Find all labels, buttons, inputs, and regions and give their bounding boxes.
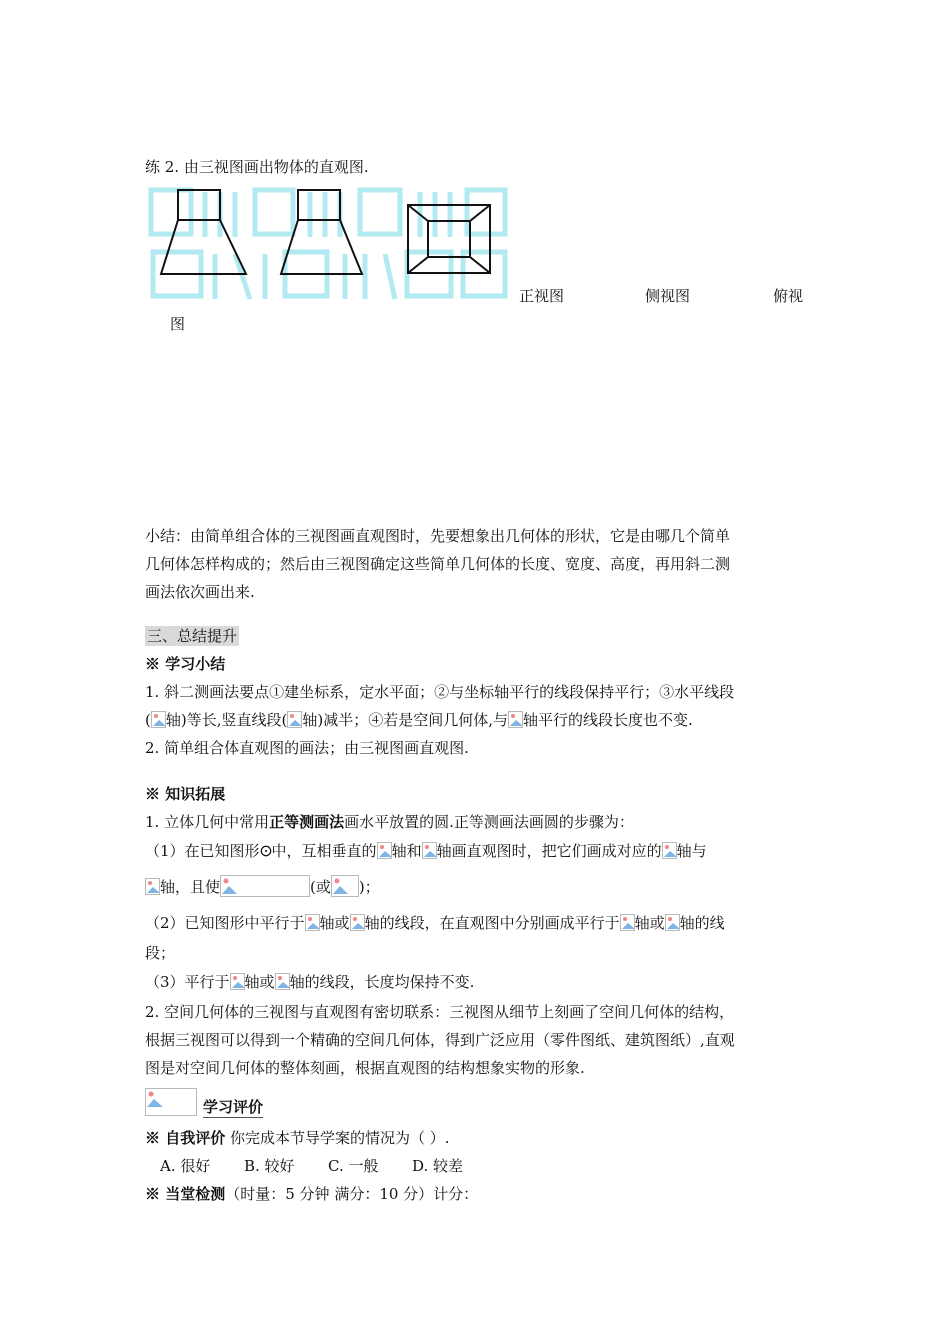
text-fragment: 轴的线段，长度均保持不变.	[289, 973, 475, 991]
text-fragment: 轴或	[244, 973, 275, 991]
evaluation-heading: 学习评价	[203, 1098, 264, 1116]
side-view-figure	[278, 188, 370, 278]
text-fragment: 轴的线段，在直观图中分别画成平行于	[364, 914, 620, 932]
text-fragment: )；	[358, 878, 380, 896]
circle-o-icon	[260, 845, 272, 857]
section-heading: 三、总结提升	[147, 627, 238, 645]
class-test-text: （时量：5 分钟 满分：10 分）计分：	[225, 1185, 479, 1203]
text-fragment: （2）已知图形中平行于	[145, 914, 305, 932]
top-view-label-part1: 俯视	[773, 287, 804, 305]
extension-step-1-line-2	[145, 875, 380, 897]
study-summary-point-2: 2. 简单组合体直观图的画法；由三视图画直观图.	[145, 739, 469, 757]
top-view-figure	[406, 203, 492, 277]
exercise-title: 练 2. 由三视图画出物体的直观图.	[145, 158, 369, 176]
text-fragment: 轴)等长,竖直线段(	[165, 711, 288, 729]
extension-point-2-line-3: 图是对空间几何体的整体刻画，根据直观图的结构想象实物的形象.	[145, 1059, 585, 1077]
extension-point-2-line-1: 2. 空间几何体的三视图与直观图有密切联系：三视图从细节上刻画了空间几何体的结构，	[145, 1003, 735, 1021]
text-fragment: 轴或	[319, 914, 350, 932]
broken-image-icon	[145, 878, 160, 895]
study-summary-point-1-line-1: 1. 斜二测画法要点①建坐标系，定水平面；②与坐标轴平行的线段保持平行；③水平线段	[145, 683, 735, 701]
self-evaluation-label: ※ 自我评价	[145, 1129, 226, 1147]
option-d: D. 较差	[412, 1157, 464, 1175]
summary-line-3: 画法依次画出来.	[145, 583, 255, 601]
text-fragment: 中，互相垂直的	[271, 842, 377, 860]
text-fragment: 1. 立体几何中常用	[145, 813, 270, 831]
text-fragment: 画水平放置的圆.正等测画法画圆的步骤为：	[344, 813, 634, 831]
text-fragment: （1）在已知图形	[145, 842, 260, 860]
broken-image-icon	[508, 711, 523, 728]
option-b: B. 较好	[244, 1157, 295, 1175]
study-summary-point-1-line-2	[145, 710, 693, 730]
option-c: C. 一般	[328, 1157, 379, 1175]
extension-point-1	[145, 812, 634, 832]
extension-step-3	[145, 972, 474, 992]
front-view-label: 正视图	[519, 287, 565, 305]
broken-image-icon	[422, 842, 437, 859]
option-a: A. 很好	[160, 1157, 211, 1175]
text-fragment: （3）平行于	[145, 973, 230, 991]
broken-image-icon	[275, 973, 290, 990]
self-evaluation-options	[160, 1156, 496, 1176]
broken-image-icon	[220, 875, 310, 897]
extension-step-2-line-2: 段；	[145, 944, 176, 962]
broken-image-icon	[662, 842, 677, 859]
front-view-figure	[158, 188, 250, 278]
broken-image-icon	[151, 711, 166, 728]
text-fragment: 轴的线	[679, 914, 725, 932]
self-evaluation-line	[145, 1128, 450, 1148]
text-fragment: 轴画直观图时，把它们画成对应的	[436, 842, 662, 860]
summary-line-2: 几何体怎样构成的；然后由三视图确定这些简单几何体的长度、宽度、高度，再用斜二测	[145, 555, 731, 573]
extension-heading: ※ 知识拓展	[145, 785, 226, 803]
evaluation-heading-row	[145, 1088, 263, 1117]
side-view-label: 侧视图	[645, 287, 691, 305]
broken-image-icon	[350, 914, 365, 931]
broken-image-icon	[145, 1088, 197, 1116]
class-test-line	[145, 1184, 478, 1204]
text-fragment: 轴和	[391, 842, 422, 860]
broken-image-icon	[230, 973, 245, 990]
study-summary-heading: ※ 学习小结	[145, 655, 226, 673]
text-fragment: 轴平行的线段长度也不变.	[522, 711, 693, 729]
text-fragment: (或	[310, 878, 331, 896]
class-test-label: ※ 当堂检测	[145, 1185, 226, 1203]
text-fragment: 轴或	[634, 914, 665, 932]
text-fragment: 轴，且使	[160, 878, 221, 896]
summary-line-1: 小结：由简单组合体的三视图画直观图时，先要想象出几何体的形状，它是由哪几个简单	[145, 527, 731, 545]
broken-image-icon	[331, 875, 359, 897]
text-fragment: (	[145, 711, 151, 729]
extension-step-2-line-1	[145, 913, 725, 933]
extension-point-2-line-2: 根据三视图可以得到一个精确的空间几何体，得到广泛应用（零件图纸、建筑图纸）,直观	[145, 1031, 735, 1049]
broken-image-icon	[665, 914, 680, 931]
extension-step-1-line-1	[145, 841, 707, 861]
broken-image-icon	[305, 914, 320, 931]
bold-term: 正等测画法	[269, 813, 345, 831]
text-fragment: 轴)减半；④若是空间几何体,与	[302, 711, 508, 729]
text-fragment: 轴与	[676, 842, 707, 860]
broken-image-icon	[377, 842, 392, 859]
top-view-label-part2: 图	[170, 315, 186, 333]
broken-image-icon	[620, 914, 635, 931]
self-evaluation-text: 你完成本节导学案的情况为（ ）.	[225, 1129, 450, 1147]
broken-image-icon	[287, 711, 302, 728]
